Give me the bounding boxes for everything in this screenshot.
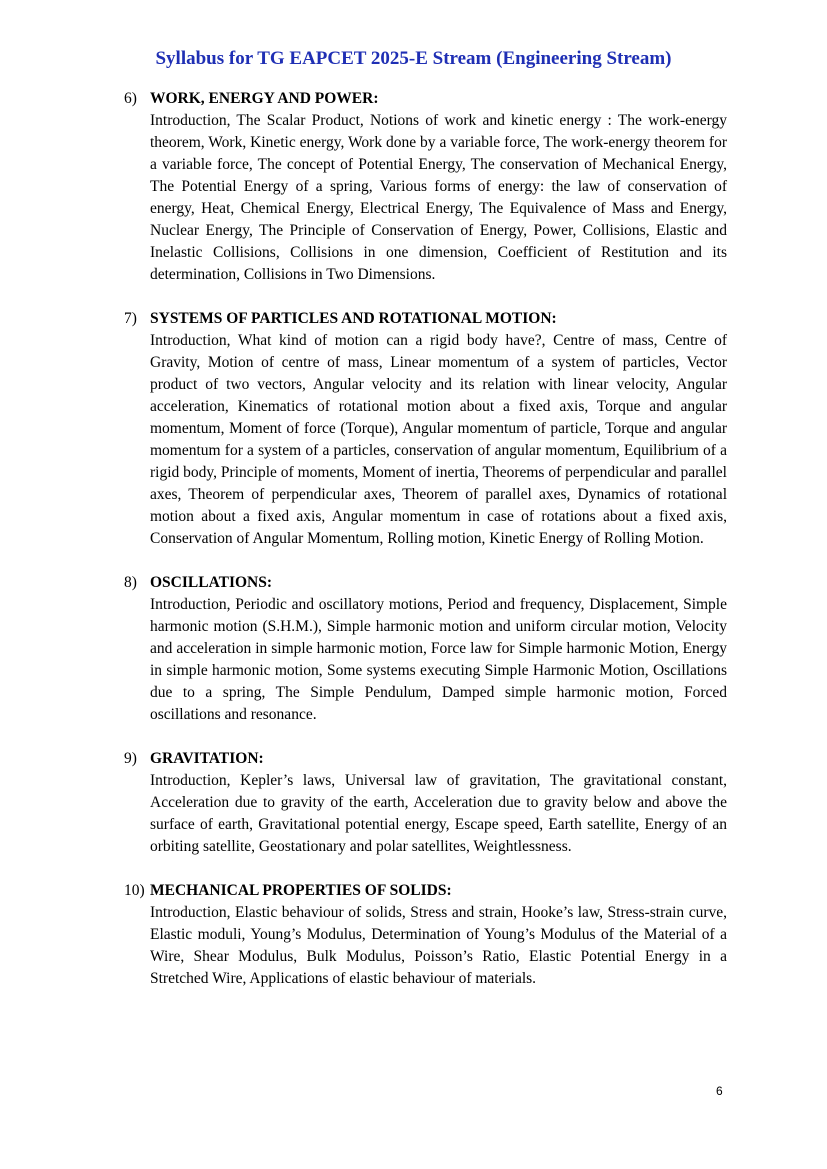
section-number: 9) [124, 750, 137, 767]
syllabus-sections [0, 88, 827, 1012]
section-body: Introduction, The Scalar Product, Notions of work and kinetic energy : The work-energy theorem, Work, Kinetic energy, Work done by a variable force, The work-energy theorem for a variable force, The concept of Potential Energy, The conservation of Mechanical Energy, The Potential Energy of a spring, Various forms of energy: the law of conservation of energy, Heat, Chemical Energy, Electrical Energy, The Equivalence of Mass and Energy, Nuclear Energy, The Principle of Conservation of Energy, Power, Collisions, Elastic and Inelastic Collisions, Collisions in one dimension, Coefficient of Restitution and its determination, Collisions in Two Dimensions. [150, 112, 727, 283]
section-title: WORK, ENERGY AND POWER: [150, 90, 379, 107]
section-title: GRAVITATION: [150, 750, 264, 767]
section-title: MECHANICAL PROPERTIES OF SOLIDS: [150, 882, 452, 899]
section-number: 8) [124, 574, 137, 591]
page-number: 6 [716, 1084, 723, 1098]
section-oscillations [0, 572, 827, 726]
section-title: SYSTEMS OF PARTICLES AND ROTATIONAL MOTION: [150, 310, 557, 327]
section-gravitation [0, 748, 827, 858]
section-body: Introduction, Periodic and oscillatory motions, Period and frequency, Displacement, Simple harmonic motion (S.H.M.), Simple harmonic motion and uniform circular motion, Velocity and acceleration in simple harmonic motion, Force law for Simple harmonic Motion, Energy in simple harmonic motion, Some systems executing Simple Harmonic Motion, Oscillations due to a spring, The Simple Pendulum, Damped simple harmonic motion, Forced oscillations and resonance. [150, 596, 727, 723]
section-heading [0, 880, 827, 902]
section-body: Introduction, What kind of motion can a rigid body have?, Centre of mass, Centre of Gravity, Motion of centre of mass, Linear momentum of a system of particles, Vector product of two vectors, Angular velocity and its relation with linear velocity, Angular acceleration, Kinematics of rotational motion about a fixed axis, Torque and angular momentum, Moment of force (Torque), Angular momentum of particle, Torque and angular momentum for a system of a particles, conservation of angular momentum, Equilibrium of a rigid body, Principle of moments, Moment of inertia, Theorems of perpendicular and parallel axes, Theorem of perpendicular axes, Theorem of parallel axes, Dynamics of rotational motion about a fixed axis, Angular momentum in case of rotations about a fixed axis, Conservation of Angular Momentum, Rolling motion, Kinetic Energy of Rolling Motion. [150, 332, 727, 547]
section-heading [0, 308, 827, 330]
section-heading [0, 748, 827, 770]
section-rotational-motion [0, 308, 827, 550]
section-heading [0, 572, 827, 594]
section-work-energy-power [0, 88, 827, 286]
section-number: 6) [124, 90, 137, 107]
section-body: Introduction, Kepler’s laws, Universal law of gravitation, The gravitational constant, Acceleration due to gravity of the earth, Acceleration due to gravity below and above the surface of earth, Gravitational potential energy, Escape speed, Earth satellite, Energy of an orbiting satellite, Geostationary and polar satellites, Weightlessness. [150, 772, 727, 855]
page-title: Syllabus for TG EAPCET 2025-E Stream (Engineering Stream) [155, 48, 672, 69]
section-number: 10) [124, 882, 145, 899]
section-mechanical-properties-solids [0, 880, 827, 990]
section-title: OSCILLATIONS: [150, 574, 273, 591]
section-number: 7) [124, 310, 137, 327]
section-body: Introduction, Elastic behaviour of solids, Stress and strain, Hooke’s law, Stress-strain curve, Elastic moduli, Young’s Modulus, Determination of Young’s Modulus of the Material of a Wire, Shear Modulus, Bulk Modulus, Poisson’s Ratio, Elastic Potential Energy in a Stretched Wire, Applications of elastic behaviour of materials. [150, 904, 727, 987]
section-heading [0, 88, 827, 110]
